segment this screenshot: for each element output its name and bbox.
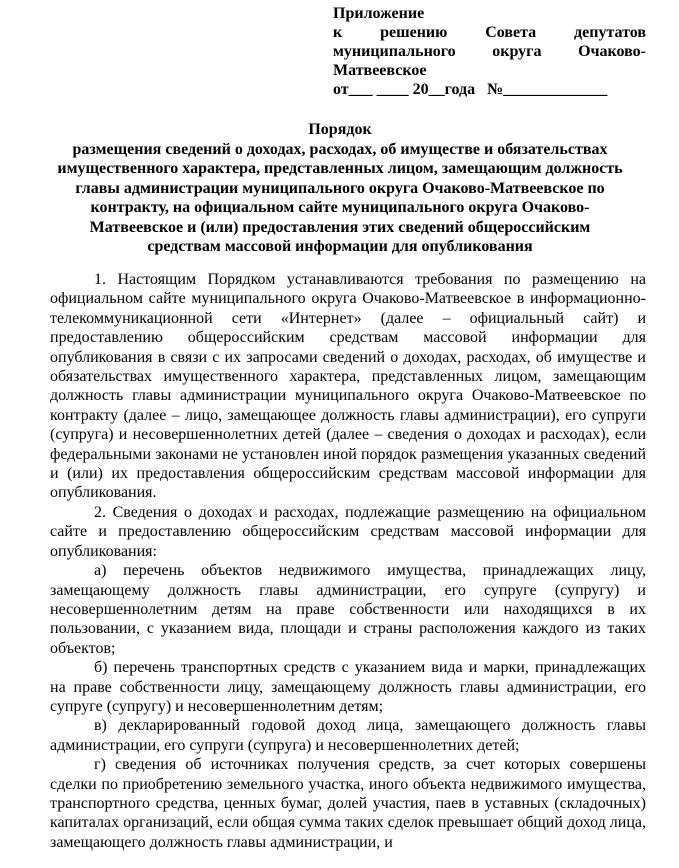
title-line: Матвеевское и (или) предоставления этих сведений общероссийским [89,218,591,236]
appendix-heading: Приложение [333,5,425,22]
appendix-block [333,4,646,99]
title-heading: Порядок [308,121,372,138]
appendix-date-number-line: от___ ____ 20__года №_____________ [333,81,608,98]
title-line: размещения сведений о доходах, расходах, об имуществе и обязательствах [72,140,608,158]
list-item-g: г) сведения об источниках получения средств, за счет которых совершены сделки по приобретению земельного участка, иного объекта недвижимого имущества, транспортного средства, ценных бумаг, долей участия, паев в уставных (складочных) капиталах организаций, если общая сумма таких сделок превышает общий доход лица, замещающего должность главы администрации, и [50,756,646,851]
document-body [50,270,646,852]
title-line: имущественного характера, представленных лицом, замещающим должность [57,160,623,177]
list-item-v: в) декларированный годовой доход лица, замещающего должность главы администрации, его супруги (супруга) и несовершеннолетних детей; [50,717,646,754]
paragraph-1: 1. Настоящим Порядком устанавливаются требования по размещению на официальном сайте муниципального округа Очаково-Матвеевское в информационно-телекоммуникационной сети «Интернет» (далее – официальный сайт) и предоставлению общероссийским средствам массовой информации для опубликования в связи с их запросами сведений о доходах, расходах, об имуществе и обязательствах имущественного характера, представленных лицом, замещающим должность главы администрации муниципального округа Очаково-Матвеевское по контракту (далее – лицо, замещающее должность главы администрации), его супруги (супруга) и несовершеннолетних детей (далее – сведения о доходах и расходах), если федеральными законами не установлен иной порядок размещения указанных сведений и (или) их предоставления общероссийским средствам массовой информации для опубликования. [50,271,646,502]
title-line: главы администрации муниципального округа Очаково-Матвеевское по [75,179,605,197]
title-line: средствам массовой информации для опубликования [147,238,533,255]
list-item-a: а) перечень объектов недвижимого имущества, принадлежащих лицу, замещающему должность главы администрации, его супруге (супругу) и несовершеннолетним детям на праве собственности или находящихся в их пользовании, с указанием вида, площади и страны расположения каждого из таких объектов; [50,562,646,657]
document-title [40,120,640,257]
appendix-municipality-name: Матвеевское [333,62,427,79]
paragraph-2: 2. Сведения о доходах и расходах, подлежащие размещению на официальном сайте и предоставлению общероссийским средствам массовой информации для опубликования: [50,503,646,560]
appendix-municipality-line: муниципального округа Очаково- [333,43,646,60]
appendix-decision-line: к решению Совета депутатов [333,24,646,41]
title-line: контракту, на официальном сайте муниципального округа Очаково- [90,199,590,216]
list-item-b: б) перечень транспортных средств с указанием вида и марки, принадлежащих на праве собственности лицу, замещающему должность главы администрации, его супруге (супругу) и несовершеннолетним детям; [50,659,646,715]
